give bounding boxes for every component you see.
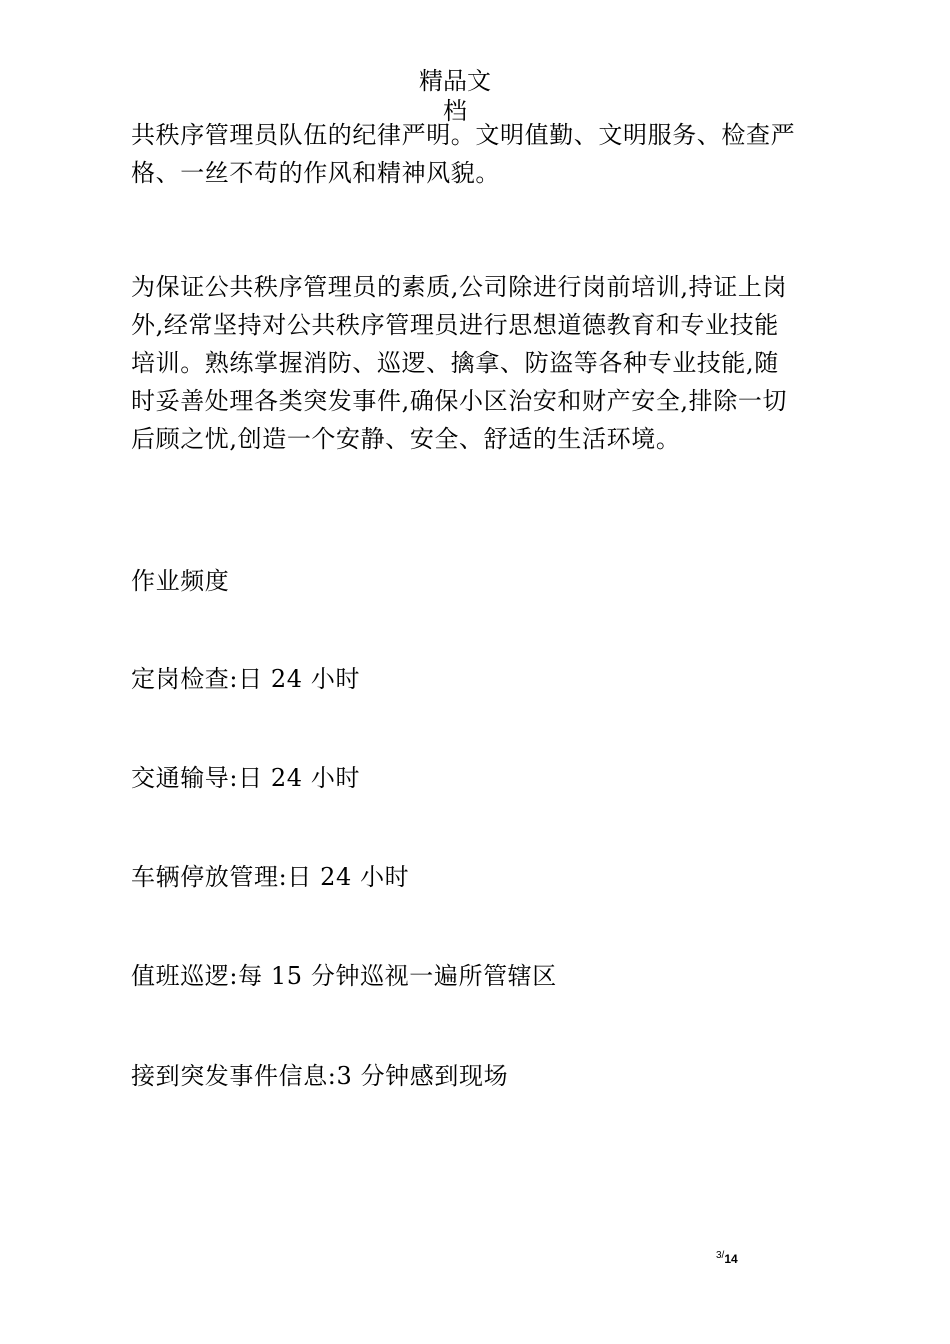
list-item: 定岗检查:日 24 小时 <box>131 665 361 693</box>
paragraph-training <box>131 268 787 458</box>
paragraph-line: 后顾之忧,创造一个安静、安全、舒适的生活环境。 <box>131 425 681 453</box>
list-item: 接到突发事件信息:3 分钟感到现场 <box>131 1062 509 1090</box>
header-line-1: 精品文 <box>419 67 491 95</box>
paragraph-line: 培训。熟练掌握消防、巡逻、擒拿、防盗等各种专业技能,随 <box>131 349 779 377</box>
list-item: 车辆停放管理:日 24 小时 <box>131 863 410 891</box>
paragraph-line: 外,经常坚持对公共秩序管理员进行思想道德教育和专业技能 <box>131 311 779 339</box>
page-number <box>716 1250 738 1266</box>
page-current: 3/ <box>716 1250 725 1261</box>
header-line-2: 档 <box>443 97 467 125</box>
list-item: 交通输导:日 24 小时 <box>131 764 361 792</box>
paragraph-discipline <box>131 116 795 192</box>
paragraph-line: 为保证公共秩序管理员的素质,公司除进行岗前培训,持证上岗 <box>131 273 788 301</box>
paragraph-line: 时妥善处理各类突发事件,确保小区治安和财产安全,排除一切 <box>131 387 788 415</box>
section-title: 作业频度 <box>131 567 230 595</box>
paragraph-line: 共秩序管理员队伍的纪律严明。文明值勤、文明服务、检查严 <box>131 121 796 149</box>
page-total: 14 <box>724 1252 738 1266</box>
paragraph-line: 格、一丝不苟的作风和精神风貌。 <box>131 159 500 187</box>
list-item: 值班巡逻:每 15 分钟巡视一遍所管辖区 <box>131 962 557 990</box>
